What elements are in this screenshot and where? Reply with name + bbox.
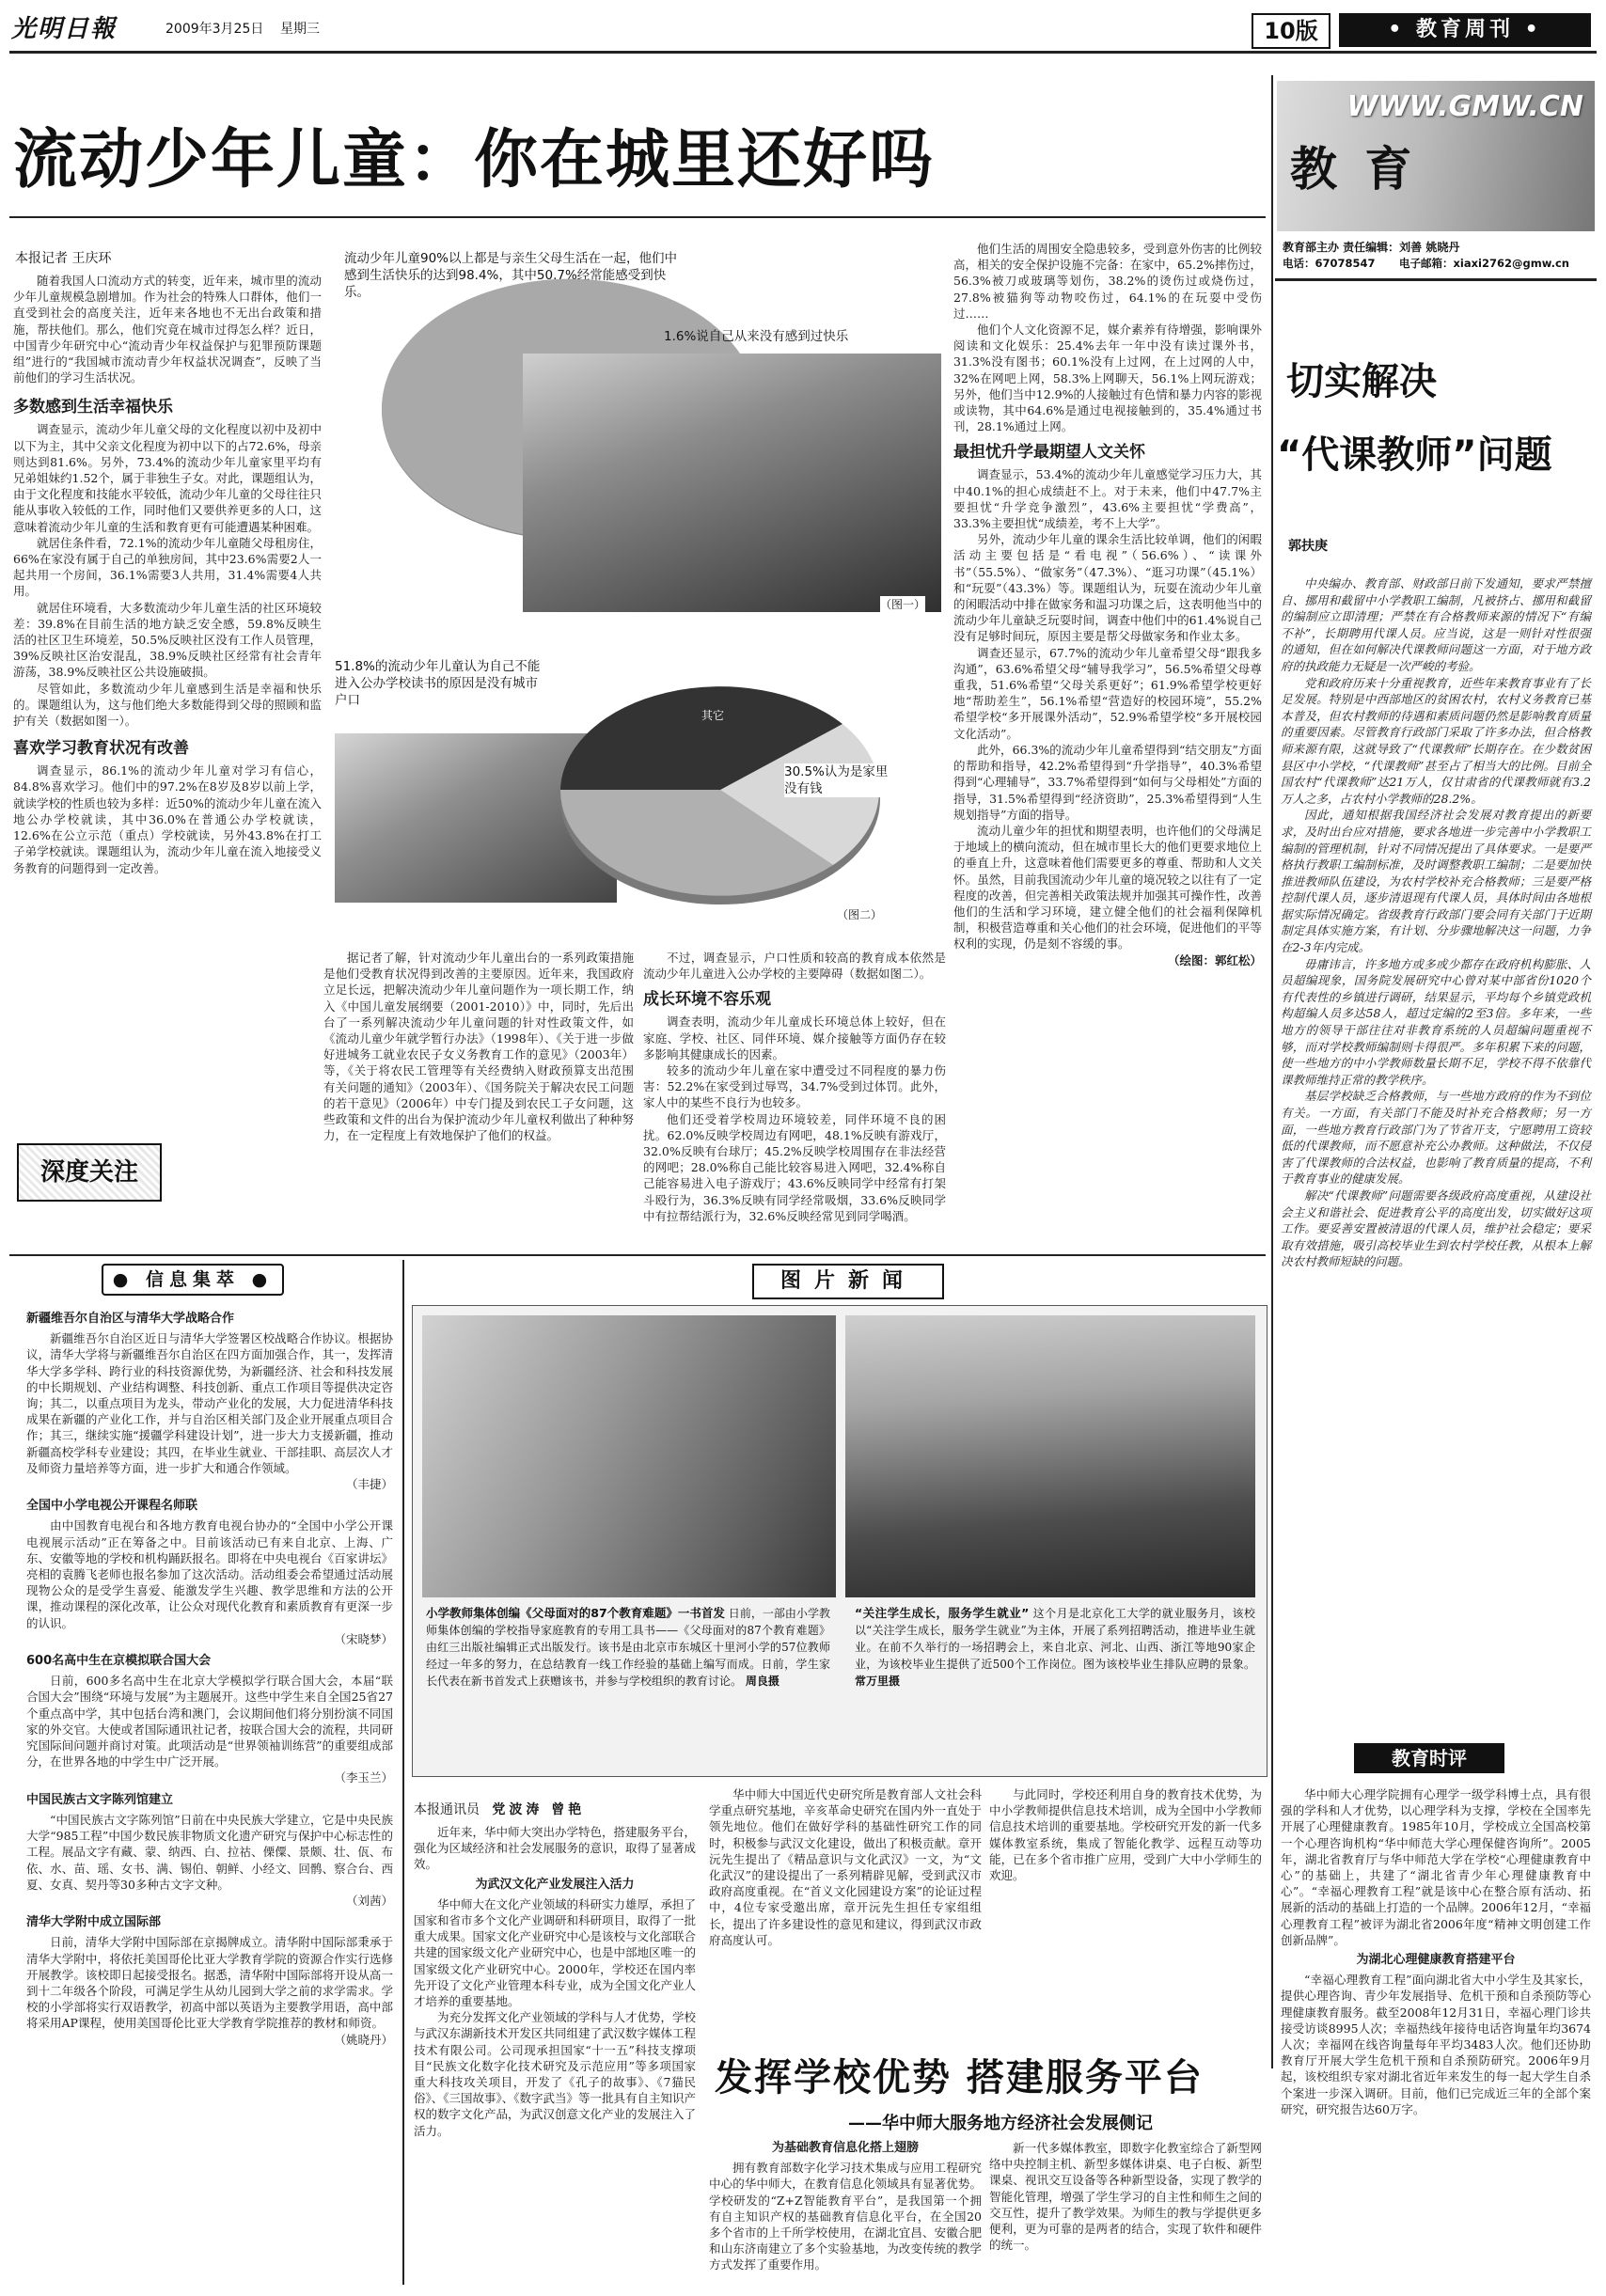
paragraph: 不过，调查显示，户口性质和较高的教育成本依然是流动少年儿童进入公办学校的主要障碍（数据如图二）。 bbox=[643, 951, 946, 982]
feature-subheading: 为武汉文化产业发展注入活力 bbox=[475, 1877, 635, 1892]
feature-column-2b bbox=[709, 2140, 982, 2273]
news-item-title: 全国中小学电视公开课程名师联 bbox=[26, 1499, 198, 1514]
paragraph: 解决“代课教师”问题需要各级政府高度重视，从建设社会主义和谐社会、促进教育公平的高度出发，切实做好这项工作。要妥善安置被清退的代课人员，维护社会稳定；要采取有效措施，吸引高校毕业生到农村学校任教，从根本上解决农村教师短缺的问题。 bbox=[1281, 1187, 1591, 1269]
masthead-email: 电子邮箱：xiaxi2762@gmw.cn bbox=[1399, 257, 1569, 270]
feature-column-1 bbox=[414, 1824, 696, 2139]
main-headline: 流动少年儿童：你在城里还好吗 bbox=[13, 123, 936, 197]
feature-subheading: 为基础教育信息化搭上翅膀 bbox=[771, 2141, 919, 2155]
paragraph: 新一代多媒体教室，即数字化教室综合了新型网络中央控制主机、新型多媒体讲桌、电子白板、新型课桌、视讯交互设备等各种新型设备，实现了教学的智能化管理，增强了学生学习的自主性和师生之间的交互性，提升了教学效果。为师生的教与学提供更多便利，更为可靠的是两者的结合，实现了软件和硬件的统一。 bbox=[989, 2141, 1262, 2253]
section-heading-happiness: 多数感到生活幸福快乐 bbox=[13, 398, 173, 417]
paragraph: 毋庸讳言，许多地方或多或少都存在政府机构膨胀、人员超编现象，国务院发展研究中心曾对某中部省份1020个有代表性的乡镇进行调研，结果显示，平均每个乡镇党政机构超编人员多达58人，超过定编的2至3倍。多年来，一些地方的领导干部往往对非教育系统的人员超编问题重视不够，而对学校教师编制则卡得很严。多年积累下来的问题，使一些地方的中小学教师数量长期不足，学校不得不依靠代课教师维持正常的教学秩序。 bbox=[1281, 956, 1591, 1087]
paragraph: 调查显示，流动少年儿童父母的文化程度以初中及初中以下为主，其中父亲文化程度为初中以下的占72.6%，母亲则达到81.6%。另外，73.4%的流动少年儿童家里平均有兄弟姐妹约1.52个，属于非独生子女。对此，课题组认为，由于文化程度和技能水平较低，流动少年儿童的父母往往只能从事收入较低的工作，同时他们又要供养更多的人口，这意味着流动少年儿童的生活和教育更有可能遭遇某种困难。 bbox=[13, 422, 322, 534]
feature-author-1: 党波涛 bbox=[492, 1802, 543, 1817]
paragraph: 调查表明，流动少年儿童成长环境总体上较好，但在家庭、学校、社区、同伴环境、媒介接触等方面仍存在较多影响其健康成长的因素。 bbox=[643, 1014, 946, 1062]
feature-subheading: 为湖北心理健康教育搭建平台 bbox=[1356, 1953, 1516, 1968]
news-item-body: “中国民族古文字陈列馆”日前在中央民族大学建立，它是中央民族大学“985工程”中国少数民族非物质文化遗产研究与保护中心标志性的工程。展品文字有藏、蒙、纳西、白、拉祜、傈僳、景颇、壮、佤、布依、水、苗、瑶、女书、满、锡伯、朝鲜、小经文、回鹘、察合台、西夏、女真、契丹等30多种古文字文种。 bbox=[26, 1812, 393, 1892]
paragraph: 就居住环境看，大多数流动少年儿童生活的社区环境较差：39.8%在目前生活的地方缺乏安全感，59.8%反映生活的社区卫生环境差，50.5%反映社区没有工作人员管理，39%反映社区治安混乱，38.9%反映社区经常有社会青年游荡，38.9%反映社区公共设施破损。 bbox=[13, 600, 322, 680]
figure-1 bbox=[335, 241, 946, 621]
figure-1-label: （图一） bbox=[880, 598, 926, 611]
paragraph: 流动儿童少年的担忧和期望表明，也许他们的父母满足于地域上的横向流动，但在城市里长大的他们更要求地位上的垂直上升，这意味着他们需要更多的尊重、帮助和人文关怀。虽然，目前我国流动少年儿童的境况较之以往有了一定程度的改善，但完善相关政策法规并加强其可操作性，改善他们的生活和学习环境，建立健全他们的社会福利保障机制，积极营造尊重和关心他们的社会环境，促进他们的平等权利的实现，仍是刻不容缓的事。 bbox=[953, 823, 1262, 951]
paragraph: 中央编办、教育部、财政部日前下发通知，要求严禁擅自、挪用和截留中小学教职工编制，凡被挤占、挪用和截留的编制应立即清理；严禁在有合格教师来源的情况下“有编不补”，长期聘用代课人员。应当说，这是一则针对性很强的通知，但在如何解决代课教师问题这一方面，对于地方政府的执政能力无疑是一次严峻的考验。 bbox=[1281, 576, 1591, 673]
paragraph: 与此同时，学校还利用自身的教育技术优势，为中小学教师提供信息技术培训，成为全国中小学教师信息技术培训的重要基地。学校研究开发的新一代多媒体教室系统，集成了智能化教学、远程互动等功能，已在多个省市推广应用，受到广大中小学师生的欢迎。 bbox=[989, 1787, 1262, 1883]
paragraph: 因此，通知根据我国经济社会发展对教育提出的新要求，及时出台应对措施，要求各地进一步完善中小学教职工编制的管理机制，针对不同情况提出了具体要求。一是要严格执行教职工编制标准，及时调整教职工编制；二是要加快推进教师队伍建设，为农村学校补充合格教师；三是要严格控制代课人员，逐步清退现有代课人员，具体时间由各地根据实际情况确定。省级教育行政部门要会同有关部门于近期制定具体实施方案，有计划、分步骤地解决这一问题，力争在2-3年内完成。 bbox=[1281, 808, 1591, 955]
figure-2-note-money: 30.5%认为是家里没有钱 bbox=[784, 763, 897, 797]
commentary-section-tag bbox=[1354, 1743, 1504, 1773]
photo-caption-1-author: 周良摄 bbox=[745, 1675, 779, 1688]
news-item-author: （丰捷） bbox=[345, 1477, 393, 1492]
feature-author-2: 曾艳 bbox=[551, 1802, 586, 1817]
news-item-body: 日前，600多名高中生在北京大学模拟学行联合国大会，本届“联合国大会”围绕“环境与发展”为主题展开。这些中学生来自全国25省27个重点高中学，其中包括台湾和澳门，会议期间他们将分别扮演不同国家的外交官。大使或者国际通讯社记者，按联合国大会的流程，共同研究国际间问题并商讨对策。此项活动是“世界领袖训练营”的重要组成部分，在世界各地的中学生中广泛开展。 bbox=[26, 1674, 393, 1769]
news-item-title: 清华大学附中成立国际部 bbox=[26, 1915, 162, 1930]
figure-1-note: 1.6%说自己从来没有感到过快乐 bbox=[664, 329, 849, 344]
figure-1-caption: 流动少年儿童90%以上都是与亲生父母生活在一起，他们中感到生活快乐的达到98.4%，其中50.7%经常能感受到快乐。 bbox=[344, 251, 678, 300]
news-item-title: 中国民族古文字陈列馆建立 bbox=[26, 1792, 174, 1807]
paragraph: 较多的流动少年儿童在家中遭受过不同程度的暴力伤害：52.2%在家受到过辱骂，34.7%受到过体罚。此外，家人中的某些不良行为也较多。 bbox=[643, 1063, 946, 1110]
news-item bbox=[26, 1653, 393, 1786]
main-column-2 bbox=[323, 950, 634, 1143]
intro-paragraph: 随着我国人口流动方式的转变，近年来，城市里的流动少年儿童规模急剧增加。作为社会的特殊人口群体，他们一直受到社会的高度关注，近年来各地也不无出台政策和措施，帮扶他们。那么，他们究竟在城市过得怎么样？近日，中国青少年研究中心“流动青少年权益保护与犯罪预防课题组”进行的“我国城市流动青少年权益状况调查”，反映了当前他们的学习生活状况。 bbox=[13, 274, 322, 385]
commentary-title-line-1: 切实解决 bbox=[1286, 360, 1437, 403]
news-item-body: 由中国教育电视台和各地方教育电视台协办的“全国中小学公开课电视展示活动”正在筹备之中。目前该活动已有来自北京、上海、广东、安徽等地的学校和机构踊跃报名。即将在中央电视台《百家讲坛》亮相的袁腾飞老师也报名参加了这次活动。活动组委会希望通过活动展现物公众的是受学生喜爱、能激发学生兴趣、教学思维和方法的公开课，推动课程的深化改革，让公众对现代化教育和素质教育有更深一步的认识。 bbox=[26, 1518, 393, 1630]
news-item-body: 日前，清华大学附中国际部在京揭牌成立。清华附中国际部秉承于清华大学附中，将依托美国哥伦比亚大学教育学院的资源合作实行选修开展教学。该校即日起接受报名。据悉，清华附中国际部将开设从高一到十二年级各个阶段，可满足学生从幼儿园到大学之前的求学需求。学校的小学部将实行双语教学，初高中部以英语为主要教学用语，高中部将采用AP课程，使用美国哥伦比亚大学教育学院推荐的教材和师资。 bbox=[26, 1935, 393, 2031]
news-briefs bbox=[26, 1305, 393, 2048]
photo-news-box bbox=[412, 1305, 1267, 1777]
feature-column-3 bbox=[989, 1786, 1262, 1883]
paragraph: 华中师大心理学院拥有心理学一级学科博士点，具有很强的学科和人才优势，以心理学科为支撑，学校在全国率先开展了心理健康教育。1985年10月，学校成立全国高校第一个心理咨询机构“华中师范大学心理保健咨询所”。2005年，湖北省教育厅与华中师范大学在学校“心理健康教育中心”的基础上，共建了“湖北省青少年心理健康教育中心”。“幸福心理教育工程”就是该中心在整合原有活动、拓展新的活动的基础上打造的一个品牌。2006年12月，“幸福心理教育工程”被评为湖北省2006年度“精神文明创建工作创新品牌”。 bbox=[1281, 1787, 1591, 1947]
main-column-4 bbox=[953, 241, 1262, 968]
paragraph: 为充分发挥文化产业领域的学科与人才优势，学校与武汉东湖新技术开发区共同组建了武汉数字媒体工程技术有限公司。公司现承担国家“十一五”科技支撑项目“民族文化数字化技术研究及示范应用”等多项国家重大科技攻关项目，开发了《孔子的故事》、《7猫民俗》、《三国故事》、《数字武当》等一批具有自主知识产权的数字文化产品，为武汉创意文化产业的发展注入了活力。 bbox=[414, 2010, 697, 2138]
paragraph: 就居住条件看，72.1%的流动少年儿童随父母租房住，66%在家没有属于自己的单独房间，其中23.6%需要2人一起共用一个房间，36.1%需要3人共用，31.4%需要4人共用。 bbox=[13, 535, 322, 599]
commentary-body bbox=[1281, 575, 1591, 1270]
newspaper-logo: 光明日報 bbox=[11, 15, 118, 43]
paragraph: 他们还受着学校周边环境较差，同伴环境不良的困扰。62.0%反映学校周边有网吧，48.1%反映有游戏厅，32.0%反映有台球厅；45.2%反映学校周围存在非法经营的网吧；28.0%称自己能比较容易进入网吧，32.4%称自己能容易进入电子游戏厅；43.6%反映同学中经常有打架斗殴行为，36.3%反映有同学经常吸烟，33.6%反映同学中有拉帮结派行为，32.6%反映经常见到同学喝酒。 bbox=[643, 1111, 946, 1223]
paragraph: 近年来，华中师大突出办学特色，搭建服务平台，强化为区域经济和社会发展服务的意识，取得了显著成效。 bbox=[414, 1825, 697, 1872]
paragraph: 据记者了解，针对流动少年儿童出台的一系列政策措施是他们受教育状况得到改善的主要原因。近年来，我国政府立足长远，把解决流动少年儿童问题作为一项长期工作，纳入《中国儿童发展纲要（2001-2010）》中，同时，先后出台了一系列解决流动少年儿童问题的针对性政策文件，如《流动儿童少年就学暂行办法》（1998年）、《关于进一步做好进城务工就业农民子女义务教育工作的意见》（2003年）等，《关于将农民工管理等有关经费纳入财政预算支出范围有关问题的通知》（2003年）、《国务院关于解决农民工问题的若干意见》（2006年）中专门提及到农民工子女问题，这些政策和文件的出台为保护流动少年儿童权利做出了种种努力，在一定程度上有效地保护了他们的权益。 bbox=[323, 951, 634, 1143]
news-item-author: （李玉兰） bbox=[334, 1770, 393, 1785]
paragraph: “幸福心理教育工程”面向湖北省大中小学生及其家长，提供心理咨询、青少年发展指导、危机干预和自杀预防等心理健康教育服务。截至2008年12月31日，幸福心理门诊共接受访谈8995人次；幸福热线年接待电话咨询量年均3674人次；幸福网在线咨询量每年平均3483人次。他们还协助教育厅开展大学生危机干预和自杀预防研究。2006年9月起，该校组织专家对湖北省近年来发生的每一起大学生自杀个案进一步深入调研。目前，他们已完成近三年的全部个案研究，研究报告达60万字。 bbox=[1281, 1973, 1591, 2116]
masthead-editors: 教育部主办 责任编辑：刘善 姚晓丹 bbox=[1283, 241, 1460, 254]
figure-2-other-label: 其它 bbox=[701, 709, 725, 722]
figure-2-note-hukou: 51.8%的流动少年儿童认为自己不能进入公办学校读书的原因是没有城市户口 bbox=[335, 659, 541, 708]
issue-date: 2009年3月25日 bbox=[165, 22, 264, 37]
paragraph: 他们生活的周围安全隐患较多，受到意外伤害的比例较高，相关的安全保护设施不完备：在家中，65.2%摔伤过，56.3%被刀或玻璃等划伤，38.2%的烫伤过或烧伤过，27.8%被猫狗等动物咬伤过，64.1%的在玩耍中受伤过…… bbox=[953, 242, 1262, 321]
news-item-title: 新疆维吾尔自治区与清华大学战略合作 bbox=[26, 1312, 235, 1326]
masthead-tel: 电话：67078547 bbox=[1283, 257, 1376, 270]
section-heading-environment: 成长环境不容乐观 bbox=[643, 990, 771, 1010]
paragraph: 党和政府历来十分重视教育，近些年来教育事业有了长足发展。特别是中西部地区的贫困农村，农村义务教育已基本普及，但农村教师的待遇和素质问题仍然是影响教育质量的重要因素。尽管教育行政部门采取了许多办法，但合格教师来源有限，这就导致了“代课教师”长期存在。在少数贫困县区中小学校，“代课教师”甚至占了相当大的比例。目前全国农村“代课教师”达21万人，仅甘肃省的代课教师就有3.2万人之多，占农村小学教师的28.2%。 bbox=[1281, 675, 1591, 806]
photo-caption-1-body: 日前，一部由小学教师集体创编的学校指导家庭教育的专用工具书——《父母面对的87个教育难题》由红三出版社编辑正式出版发行。该书是由北京市东城区十里河小学的57位教师经过一年多的努力，在总结教育一线工作经验的基础上编写而成。日前，学生家长代表在新书首发式上获赠该书，并参与学校组织的教育讨论。 bbox=[426, 1607, 830, 1688]
news-item bbox=[26, 1498, 393, 1647]
masthead-title: 教 育 bbox=[1290, 142, 1418, 197]
main-byline: 本报记者 王庆环 bbox=[15, 251, 112, 266]
photo-caption-2-body: 这个月是北京化工大学的就业服务月，该校以“关注学生成长，服务学生就业”为主体，开展了系列招聘活动，推进毕业生就业。在前不久举行的一场招聘会上，来自北京、河北、山西、浙江等地90家企业，为该校毕业生提供了近500个工作岗位。图为该校毕业生排队应聘的景象。 bbox=[855, 1607, 1255, 1671]
figure-2-label: （图二） bbox=[837, 908, 883, 921]
teachers-photo bbox=[422, 1315, 836, 1597]
photo-news-header: 图片新闻 bbox=[752, 1264, 944, 1299]
paragraph: 调查显示，53.4%的流动少年儿童感觉学习压力大，其中40.1%的担心成绩赶不上。对于未来，他们中47.7%主要担忧“升学竞争激烈”，43.6%主要担忧“学费高”，33.3%主要担忧“成绩差，考不上大学”。 bbox=[953, 467, 1262, 531]
masthead-url: WWW.GMW.CN bbox=[1346, 90, 1583, 123]
section-heading-study: 喜欢学习教育状况有改善 bbox=[13, 739, 189, 759]
commentary-section-tag-label: 教育时评 bbox=[1392, 1747, 1467, 1769]
photo-caption-2-author: 常万里摄 bbox=[855, 1675, 901, 1688]
news-item bbox=[26, 1914, 393, 2048]
feature-byline bbox=[414, 1800, 585, 1818]
photo-caption-1-title: 小学教师集体创编《父母面对的87个教育难题》一书首发 bbox=[426, 1606, 725, 1620]
illustration-credit: （绘图：郭红松） bbox=[1167, 952, 1262, 967]
paragraph: 华中师大在文化产业领域的科研实力雄厚，承担了国家和省市多个文化产业调研和科研项目，取得了一批重大成果。国家文化产业研究中心是该校与文化部联合共建的国家级文化产业研究中心，也是中部地区唯一的国家级文化产业研究中心。2000年，学校还在国内率先开设了文化产业管理本科专业，成为全国文化产业人才培养的重要基地。 bbox=[414, 1896, 697, 2009]
feature-headline: 发挥学校优势 搭建服务平台 bbox=[715, 2056, 1204, 2099]
main-column-1 bbox=[13, 273, 322, 876]
feature-column-4 bbox=[1281, 1786, 1591, 2117]
feature-subtitle: ——华中师大服务地方经济社会发展侧记 bbox=[848, 2114, 1153, 2133]
photo-caption-2 bbox=[855, 1605, 1255, 1690]
news-briefs-header: ● 信息集萃 ● bbox=[102, 1264, 284, 1296]
news-item-author: （宋晓梦） bbox=[334, 1631, 393, 1646]
news-item-title: 600名高中生在京模拟联合国大会 bbox=[26, 1654, 212, 1669]
feature-column-2 bbox=[709, 1786, 982, 1948]
photo-caption-1 bbox=[426, 1605, 830, 1690]
news-item-author: （刘茜） bbox=[345, 1893, 393, 1908]
paragraph: 另外，流动少年儿童的课余生活比较单调，他们的闲暇活动主要包括是“看电视”（56.6%）、“读课外书”（55.5%）、“做家务”（47.3%）、“逛习功课”（45.1%）和“玩耍”（43.3%）等。课题组认为，玩耍在流动少年儿童的闲暇活动中排在做家务和温习功课之后，这表明他当中的流动少年儿童缺乏玩耍时间，调查中他们中的61.4%说自己没有足够时间玩，原因主要是帮父母做家务和作业太多。 bbox=[953, 532, 1262, 644]
paragraph: 尽管如此，多数流动少年儿童感到生活是幸福和快乐的。课题组认为，这与他们绝大多数能得到父母的照顾和监护有关（数据如图一）。 bbox=[13, 681, 322, 729]
paragraph: 基层学校缺乏合格教师，与一些地方政府的作为不到位有关。一方面，有关部门不能及时补充合格教师；另一方面，一些地方教育行政部门为了节省开支，宁愿聘用工资较低的代课教师，而不愿意补充公办教师。这种做法，不仅侵害了代课教师的合法权益，也影响了教育质量的提高，不利于教育事业的健康发展。 bbox=[1281, 1089, 1591, 1187]
feature-column-3b bbox=[989, 2140, 1262, 2253]
news-item-body: 新疆维吾尔自治区近日与清华大学签署区校战略合作协议。根据协议，清华大学将与新疆维吾尔自治区在四方面加强合作，其一，发挥清华大学多学科、跨行业的科技资源优势，为新疆经济、社会和科技发展的中长期规划、产业结构调整、科技创新、重点工作项目等提供决定咨询；其二，以重点项目为龙头，带动产业化的发展，大力促进清华科技成果在新疆的产业化工作，并与自治区相关部门及企业开展重点项目合作；其三，继续实施“援疆学科建设计划”，进一步大力支援新疆，推动新疆高校学科专业建设；其四，在毕业生就业、干部挂职、高层次人才及师资力量培养等方面，进一步扩大和通合作领域。 bbox=[26, 1331, 393, 1475]
commentary-title-line-2: “代课教师”问题 bbox=[1277, 433, 1552, 477]
issue-weekday: 星期三 bbox=[280, 22, 320, 37]
commentary-author: 郭扶庚 bbox=[1288, 539, 1328, 554]
masthead-banner bbox=[1277, 81, 1595, 231]
section-heading-worries: 最担忧升学最期望人文关怀 bbox=[953, 443, 1145, 463]
feature-byline-prefix: 本报通讯员 bbox=[414, 1802, 480, 1817]
paragraph: 拥有教育部数字化学习技术集成与应用工程研究中心的华中师大，在教育信息化领域具有显著优势。学校研发的“Z+Z智能教育平台”，是我国第一个拥有自主知识产权的基础教育信息化平台，在全国20多个省市的上千所学校使用，在湖北宜昌、安徽合肥和山东济南建立了多个实验基地，为改变传统的教学方式发挥了重要作用。 bbox=[709, 2161, 982, 2272]
main-column-3 bbox=[643, 950, 946, 1224]
deep-focus-label: 深度关注 bbox=[17, 1143, 162, 1202]
paragraph: 调查还显示，67.7%的流动少年儿童希望父母“跟我多沟通”，63.6%希望父母“辅导我学习”，56.5%希望父母尊重我，51.6%希望“父母关系更好”；61.9%希望学校更好地“帮助差生”，56.1%希望“营造好的校园环境”，55.2%希望学校“多开展课外活动”，52.9%希望学校“多开展校园文化活动”。 bbox=[953, 645, 1262, 741]
figure-2 bbox=[335, 658, 946, 931]
paragraph: 他们个人文化资源不足，媒介素养有待增强，影响课外阅读和文化娱乐：25.4%去年一年中没有读过课外书，31.3%没有图书；60.1%没有上过网，在上过网的人中，32%在网吧上网，58.3%上网聊天，56.1%上网玩游戏；另外，他们当中12.9%的人接触过有色情和暴力内容的影视或读物，其中64.6%是通过电视接触到的，35.4%通过书刊，28.1%通过上网。 bbox=[953, 322, 1262, 434]
news-item bbox=[26, 1792, 393, 1909]
photo-caption-2-title: “关注学生成长，服务学生就业” bbox=[855, 1606, 1030, 1620]
paragraph: 华中师大中国近代史研究所是教育部人文社会科学重点研究基地，辛亥革命史研究在国内外一直处于领先地位。他们在做好学科的基础性研究工作的同时，积极参与武汉文化建设，做出了积极贡献。章开沅先生提出了《精品意识与文化武汉》一文，为“文化武汉”的建设提出了一系列精辟见解，受到武汉市政府高度重视。在“首义文化园建设方案”的论证过程中，4位专家受邀出席，章开沅先生担任专家组组长，提出了许多建设性的意见和建议，得到武汉市政府高度认可。 bbox=[709, 1787, 982, 1947]
news-item-author: （姚晓丹） bbox=[334, 2032, 393, 2047]
paragraph: 调查显示，86.1%的流动少年儿童对学习有信心，84.8%喜欢学习。他们中的97.2%在8岁及8岁以前上学，就读学校的性质也较为多样：近50%的流动少年儿童在流入地公办学校就读，其中36.0%在普通公办学校就读，12.6%在公立示范（重点）学校就读，另外43.8%在打工子弟学校就读。课题组认为，流动少年儿童在流入地接受义务教育的问题得到一定改善。 bbox=[13, 763, 322, 875]
children-photo bbox=[523, 354, 941, 612]
paragraph: 此外，66.3%的流动少年儿童希望得到“结交朋友”方面的帮助和指导，42.2%希望得到“升学指导”，40.3%希望得到“心理辅导”，33.7%希望得到“如何与父母相处”方面的指导，31.5%希望得到“经济资助”，25.3%希望得到“人生规划指导”方面的指导。 bbox=[953, 742, 1262, 822]
section-name: • 教育周刊 • bbox=[1339, 13, 1591, 47]
job-fair-photo bbox=[845, 1315, 1255, 1597]
page-number: 10版 bbox=[1252, 13, 1330, 49]
news-item bbox=[26, 1311, 393, 1492]
